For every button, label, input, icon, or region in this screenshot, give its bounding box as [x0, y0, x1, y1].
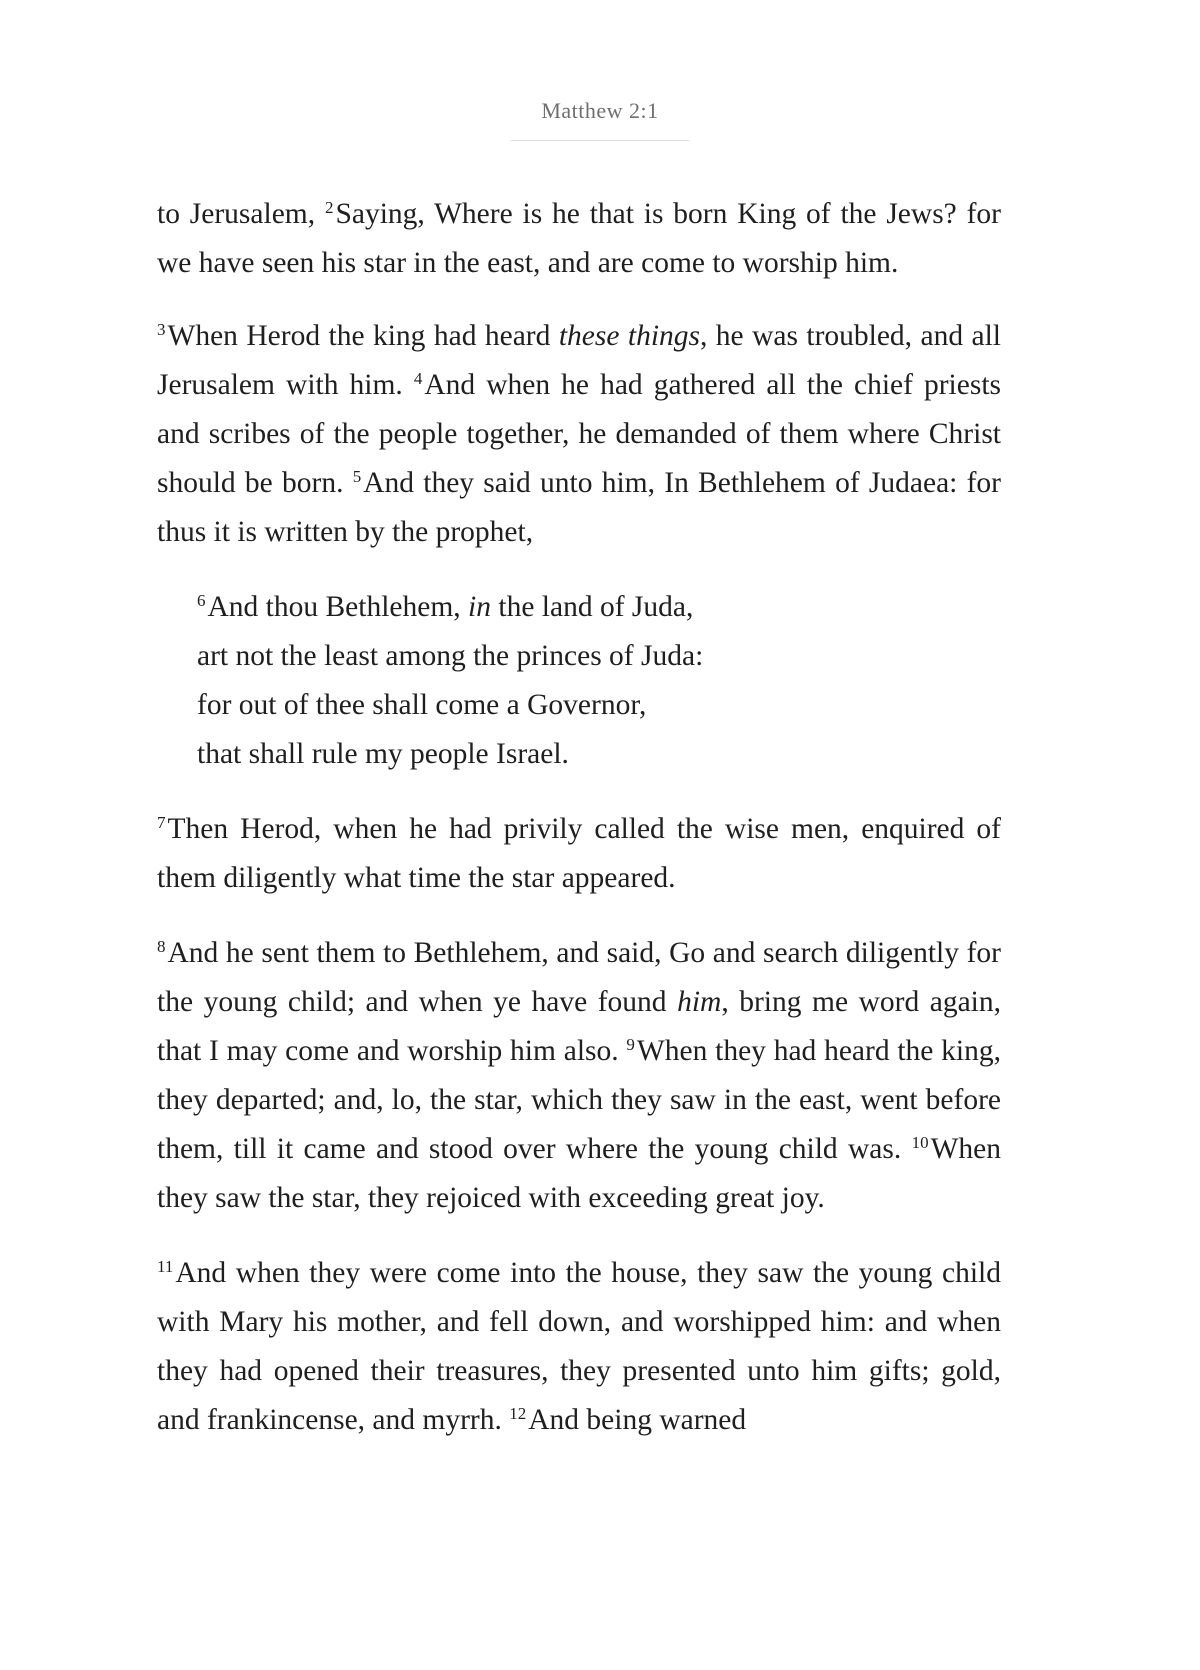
paragraph-2 — [157, 312, 1001, 557]
verse-number-12: 12 — [509, 1404, 527, 1423]
poem-line-3: for out of thee shall come a Governor, — [197, 689, 647, 721]
paragraph-4 — [157, 929, 1001, 1223]
verse-number-5: 5 — [352, 467, 362, 486]
chapter-reference[interactable]: Matthew 2:1 — [541, 98, 659, 123]
verse-text: And they said unto him, In Bethlehem of Judaea: for thus it is written by the prophet, — [157, 467, 1002, 548]
verse-number-11: 11 — [157, 1257, 174, 1276]
verse-number-3: 3 — [157, 320, 166, 339]
paragraph-5 — [157, 1249, 1001, 1445]
verse-text: And he sent them to Bethlehem, and said, Go and search diligently for the young child; and when ye have found — [157, 937, 1001, 1018]
poem-line-2: art not the least among the princes of Juda: — [197, 640, 704, 672]
italic-text: in — [468, 591, 491, 623]
verse-number-8: 8 — [157, 937, 166, 956]
verse-number-6: 6 — [197, 591, 206, 610]
poetry-block — [197, 583, 1001, 779]
verse-text: , he was troubled, and all Jerusalem with him. — [157, 320, 1001, 401]
page-header — [0, 98, 1200, 124]
italic-text: him — [677, 986, 722, 1018]
verse-text: And being warned — [528, 1404, 747, 1436]
verse-text: to Jerusalem, — [157, 198, 316, 230]
paragraph-1 — [157, 190, 1001, 288]
verse-text: Then Herod, when he had privily called the wise men, enquired of them diligently what time the star appeared. — [157, 813, 1001, 894]
paragraph-3 — [157, 805, 1001, 903]
verse-text: And when they were come into the house, they saw the young child with Mary his mother, and fell down, and worshipped him: and when they had opened their treasures, they presented unto him gifts; gold, and frankincense, and myrrh. — [157, 1257, 1001, 1436]
verse-text: When they saw the star, they rejoiced with exceeding great joy. — [157, 1133, 1002, 1214]
verse-number-4: 4 — [413, 369, 423, 388]
header-divider — [511, 140, 689, 141]
poem-line-1: $^6$And thou Bethlehem, in the land of Juda, — [197, 591, 694, 623]
poem-line-4: that shall rule my people Israel. — [197, 738, 569, 770]
verse-text: When Herod the king had heard — [167, 320, 551, 352]
verse-text: When they had heard the king, they departed; and, lo, the star, which they saw in the east, went before them, till it came and stood over where the young child was. — [157, 1035, 1001, 1165]
verse-number-10: 10 — [911, 1133, 929, 1152]
verse-number-7: 7 — [157, 813, 166, 832]
italic-text: these things — [558, 320, 700, 352]
verse-number-2: 2 — [324, 198, 334, 217]
verse-text: And when he had gathered all the chief priests and scribes of the people together, he demanded of them where Christ should be born. — [157, 369, 1002, 499]
verse-text: , bring me word again, that I may come and worship him also. — [157, 986, 1001, 1067]
verse-number-9: 9 — [626, 1035, 635, 1054]
verse-text: Saying, Where is he that is born King of the Jews? for we have seen his star in the east, and are come to worship him. — [157, 198, 1002, 279]
scripture-text — [157, 190, 1001, 1471]
